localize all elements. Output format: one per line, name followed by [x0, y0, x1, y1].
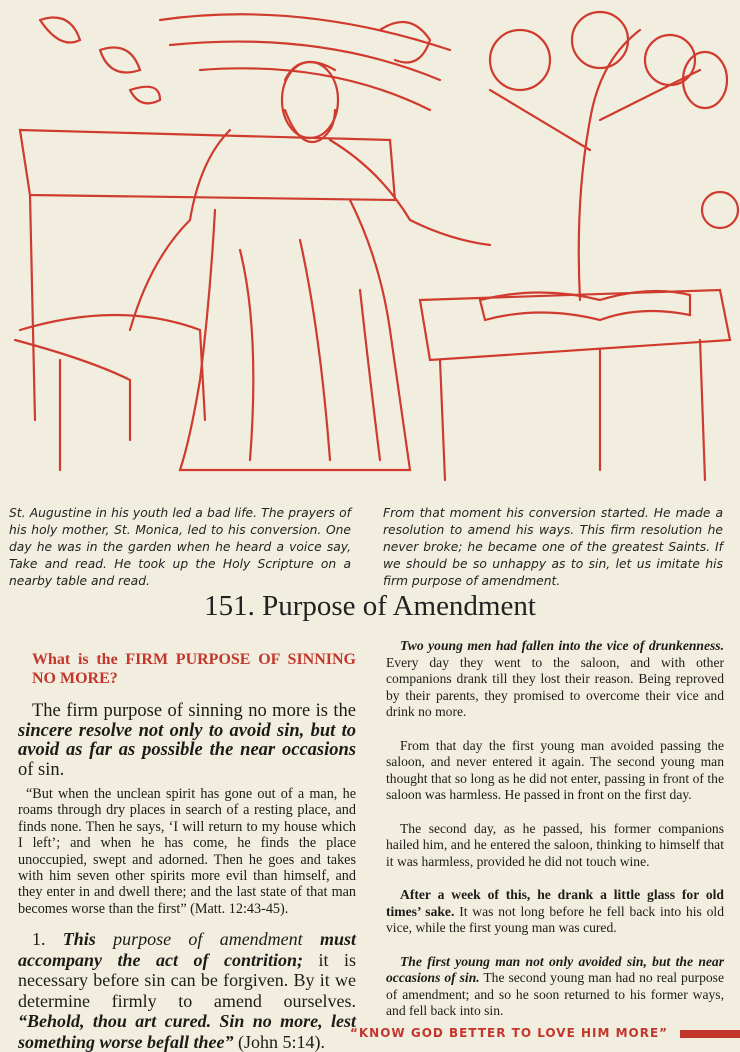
story-text: It was not long before he fell back into his old vice, while the first young man was cured. [386, 903, 724, 935]
story-paragraph [386, 887, 724, 937]
footer-slogan: “KNOW GOD BETTER TO LOVE HIM MORE” [350, 1026, 669, 1040]
story-text: The second young man had no real purpose of amendment; and so he soon returned to his former ways, and fell back into sin. [386, 970, 724, 1018]
footer-bar [680, 1030, 740, 1038]
story-paragraph: From that day the first young man avoided passing the saloon, and never entered it again. The second young man thought that so long as he did not enter, passing in front of the saloon was harmless. He passed in front on the first day. [386, 737, 724, 802]
left-column [18, 650, 356, 1052]
answer-paragraph [18, 702, 356, 780]
story-paragraph [386, 638, 724, 721]
answer-text: The firm purpose of sinning no more is the [32, 701, 356, 721]
point-citation: (John 5:14). [233, 1031, 325, 1052]
st-augustine-illustration [0, 0, 740, 495]
point-emphasis: must accompany the act of contrition; [18, 929, 356, 970]
point-text: it is necessary before sin can be forgiven. By it we determine firmly to amend ourselves. [18, 949, 356, 1011]
story-text: Every day they went to the saloon, and with other companions drank till they lost their reason. Being reproved by their parents, they promised to overcome their vice and drink no more. [386, 654, 724, 719]
point-number: 1. [32, 929, 63, 950]
scripture-quote: “But when the unclean spirit has gone out of a man, he roams through dry places in search of a resting place, and finds none. Then he says, ‘I will return to my house which I left’; and when he has come, he finds the place unoccupied, swept and adorned. Then he goes and takes with him seven other spirits more evil than himself, and they enter in and dwell there; and the last state of that man becomes worse than the first” (Matt. 12:43-45). [18, 786, 356, 917]
story-paragraph [386, 954, 724, 1020]
point-1-paragraph [18, 929, 356, 1052]
right-column [386, 638, 724, 1037]
point-italic: purpose of amendment [95, 929, 320, 950]
story-emphasis: Two young men had fallen into the vice of drunkenness. [400, 638, 724, 653]
page-title: 151. Purpose of Amendment [204, 590, 536, 622]
story-paragraph: The second day, as he passed, his former companions hailed him, and he entered the saloon, thinking to himself that it was harmless, provided he did not touch wine. [386, 820, 724, 869]
caption-left: St. Augustine in his youth led a bad life. The prayers of his holy mother, St. Monica, led to his conversion. One day he was in the garden when he heard a voice say, Take and read. He took up the Holy Scripture on a nearby table and read. [9, 506, 351, 588]
point-quote: “Behold, thou art cured. Sin no more, lest something worse befall thee” [18, 1011, 356, 1052]
footer-banner [350, 1026, 740, 1038]
story-emphasis: After a week of this, he drank a little glass for old times’ sake. [386, 887, 724, 919]
question-heading: What is the FIRM PURPOSE OF SINNING NO MORE? [32, 651, 356, 687]
point-emphasis: This [62, 929, 96, 950]
answer-text-end: of sin. [18, 759, 65, 780]
caption-right: From that moment his conversion started. He made a resolution to amend his ways. This firm resolution he never broke; he became one of the greatest Saints. If we should be so unhappy as to sin, let us imitate his firm purpose of amendment. [383, 506, 723, 588]
answer-emphasis: sincere resolve not only to avoid sin, but to avoid as far as possible the near occasions [18, 720, 356, 760]
story-emphasis: The first young man not only avoided sin, but the near occasions of sin. [386, 953, 724, 985]
